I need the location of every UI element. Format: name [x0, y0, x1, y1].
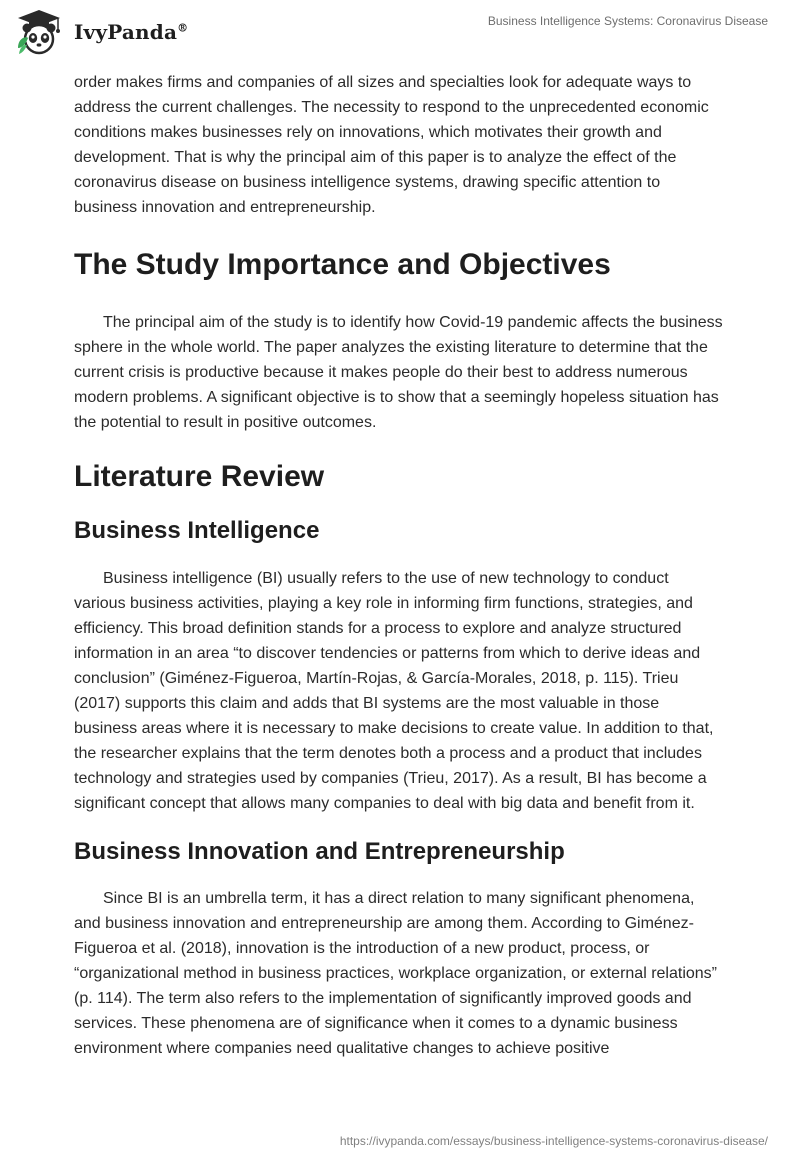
- subsection-heading-business-intelligence: Business Intelligence: [74, 517, 320, 544]
- study-importance-paragraph: The principal aim of the study is to identify how Covid-19 pandemic affects the business sphere in the whole world. The paper analyzes the existing literature to determine that the current crisis is productive because it makes people do their best to address numerous modern problems. A significant objective is to show that a seemingly hopeless situation has the potential to result in positive outcomes.: [74, 314, 723, 431]
- intro-paragraph: order makes firms and companies of all sizes and specialties look for adequate ways to address the current challenges. The necessity to respond to the unprecedented economic conditions makes businesses rely on innovations, which motivates their growth and development. That is why the principal aim of this paper is to analyze the effect of the coronavirus disease on business intelligence systems, drawing specific attention to business innovation and entrepreneurship.: [74, 74, 709, 216]
- business-intelligence-paragraph: Business intelligence (BI) usually refers to the use of new technology to conduct various business activities, playing a key role in informing firm functions, strategies, and efficiency. This broad definition stands for a process to explore and analyze structured information in an area “to discover tendencies or patterns from which to derive ideas and conclusion” (Giménez-Figueroa, Martín-Rojas, & García-Morales, 2018, p. 115). Trieu (2017) supports this claim and adds that BI systems are the most valuable in those business areas where it is necessary to make decisions to create value. In addition to that, the researcher explains that the term denotes both a process and a product that includes technology and strategies used by companies (Trieu, 2017). As a result, BI has become a significant concept that allows many companies to deal with big data and benefit from it.: [74, 570, 714, 812]
- essay-body: [74, 70, 724, 1061]
- innovation-entrepreneurship-paragraph: Since BI is an umbrella term, it has a direct relation to many significant phenomena, and business innovation and entrepreneurship are among them. According to Giménez-Figueroa et al. (2018), innovation is the introduction of a new product, process, or “organizational method in business practices, workplace organization, or external relations” (p. 114). The term also refers to the implementation of significantly improved goods and services. These phenomena are of significance when it comes to a dynamic business environment where companies need qualitative changes to achieve positive: [74, 890, 717, 1057]
- ivypanda-logo[interactable]: [14, 8, 188, 56]
- page-header: [0, 0, 800, 62]
- panda-graduate-icon: [14, 8, 64, 56]
- source-url[interactable]: https://ivypanda.com/essays/business-intelligence-systems-coronavirus-disease/: [339, 1134, 768, 1148]
- section-heading-literature-review: Literature Review: [74, 460, 325, 493]
- subsection-heading-innovation-entrepreneurship: Business Innovation and Entrepreneurship: [74, 838, 565, 865]
- document-title: Business Intelligence Systems: Coronavirus Disease: [487, 14, 768, 28]
- brand-name: IvyPanda®: [74, 20, 189, 44]
- section-heading-study-importance: The Study Importance and Objectives: [74, 248, 611, 281]
